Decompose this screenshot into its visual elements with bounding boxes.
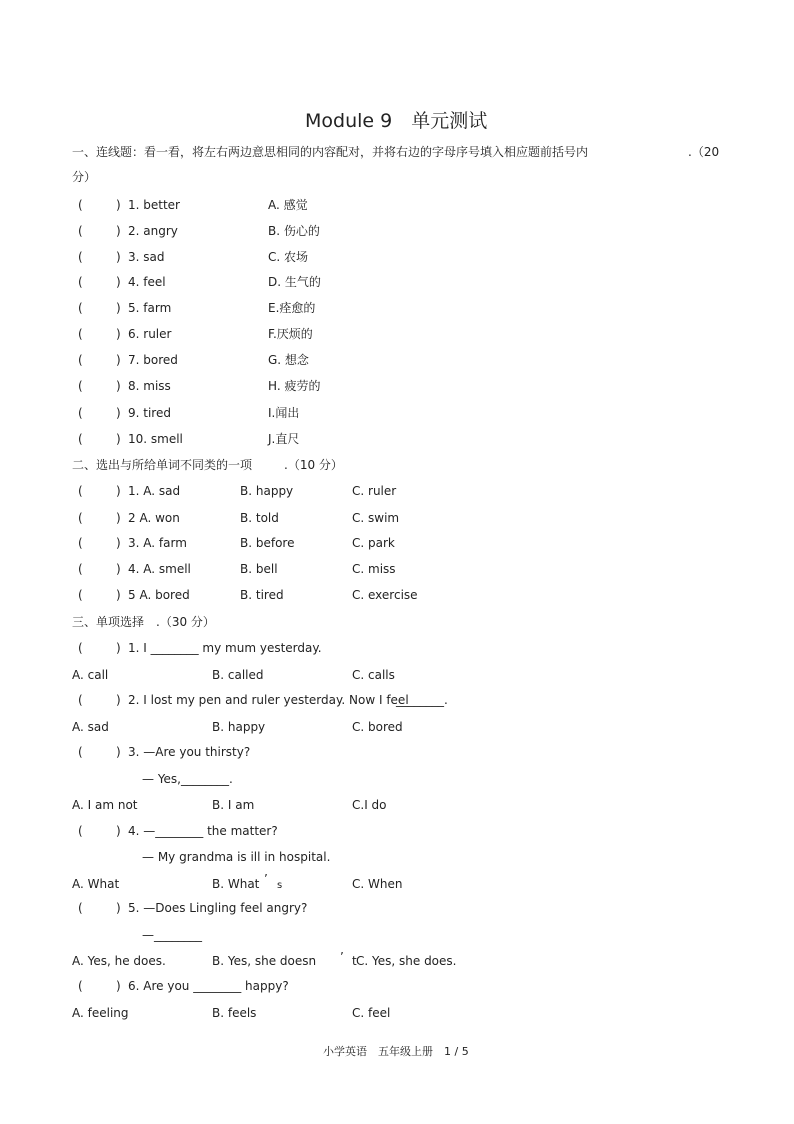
answer-open-paren: ( xyxy=(78,588,83,602)
meaning-right: A. 感觉 xyxy=(268,198,308,212)
answer-close-paren: ) xyxy=(116,379,121,393)
option-c: C. When xyxy=(352,877,403,891)
word-left: 9. tired xyxy=(128,406,171,420)
answer-close-paren: ) xyxy=(116,693,121,707)
answer-close-paren: ) xyxy=(116,224,121,238)
option-c: C. exercise xyxy=(352,588,418,602)
answer-close-paren: ) xyxy=(116,745,121,759)
option-a: A. call xyxy=(72,668,109,682)
footer-page-number: 1 / 5 xyxy=(444,1045,469,1058)
option-c: C. ruler xyxy=(352,484,397,498)
answer-open-paren: ( xyxy=(78,327,83,341)
answer-open-paren: ( xyxy=(78,301,83,315)
answer-open-paren: ( xyxy=(78,562,83,576)
answer-close-paren: ) xyxy=(116,327,121,341)
answer-open-paren: ( xyxy=(78,275,83,289)
option-c: C. miss xyxy=(352,562,396,576)
section2-points: .（10 分） xyxy=(284,458,343,472)
option-b: B. before xyxy=(240,536,295,550)
option-b: B. told xyxy=(240,511,279,525)
option-b: B. tired xyxy=(240,588,284,602)
answer-open-paren: ( xyxy=(78,250,83,264)
answer-open-paren: ( xyxy=(78,353,83,367)
meaning-right: H. 疲劳的 xyxy=(268,379,321,393)
answer-close-paren: ) xyxy=(116,901,121,915)
apostrophe-t: t xyxy=(352,954,357,968)
footer-subject: 小学英语 xyxy=(323,1045,367,1058)
section1-points-cont: 分） xyxy=(72,170,97,184)
answer-blank: ________. xyxy=(396,693,448,707)
option-a: A. I am not xyxy=(72,798,138,812)
option-a: A. sad xyxy=(72,720,109,734)
answer-open-paren: ( xyxy=(78,406,83,420)
answer-open-paren: ( xyxy=(78,901,83,915)
answer-open-paren: ( xyxy=(78,511,83,525)
answer-open-paren: ( xyxy=(78,536,83,550)
option-a: A. What xyxy=(72,877,120,891)
option-a: 1. A. sad xyxy=(128,484,181,498)
question-stem: 2. I lost my pen and ruler yesterday. Now I feel xyxy=(128,693,409,707)
answer-close-paren: ) xyxy=(116,511,121,525)
answer-open-paren: ( xyxy=(78,979,83,993)
option-c: C. bored xyxy=(352,720,403,734)
word-left: 4. feel xyxy=(128,275,166,289)
section3-points: .（30 分） xyxy=(156,615,215,629)
word-left: 1. better xyxy=(128,198,180,212)
question-stem: 3. —Are you thirsty? xyxy=(128,745,251,759)
answer-open-paren: ( xyxy=(78,641,83,655)
dialogue-line: — Yes,________. xyxy=(142,772,233,786)
answer-close-paren: ) xyxy=(116,979,121,993)
meaning-right: C. 农场 xyxy=(268,250,309,264)
section1-points: .（20 xyxy=(688,145,720,159)
answer-open-paren: ( xyxy=(78,432,83,446)
meaning-right: D. 生气的 xyxy=(268,275,321,289)
word-left: 7. bored xyxy=(128,353,178,367)
word-left: 8. miss xyxy=(128,379,171,393)
answer-close-paren: ) xyxy=(116,198,121,212)
meaning-right: F.厌烦的 xyxy=(268,327,313,341)
option-b: B. What xyxy=(212,877,260,891)
option-a: 3. A. farm xyxy=(128,536,187,550)
option-c: C. park xyxy=(352,536,395,550)
answer-close-paren: ) xyxy=(116,824,121,838)
word-left: 5. farm xyxy=(128,301,172,315)
answer-open-paren: ( xyxy=(78,824,83,838)
answer-close-paren: ) xyxy=(116,432,121,446)
answer-close-paren: ) xyxy=(116,353,121,367)
answer-close-paren: ) xyxy=(116,562,121,576)
option-c: C. Yes, she does. xyxy=(356,954,457,968)
word-left: 3. sad xyxy=(128,250,165,264)
option-c: C. feel xyxy=(352,1006,391,1020)
word-left: 6. ruler xyxy=(128,327,172,341)
word-left: 10. smell xyxy=(128,432,183,446)
answer-open-paren: ( xyxy=(78,224,83,238)
answer-open-paren: ( xyxy=(78,693,83,707)
word-left: 2. angry xyxy=(128,224,178,238)
option-b: B. called xyxy=(212,668,264,682)
meaning-right: I.闻出 xyxy=(268,406,300,420)
dialogue-line: — My grandma is ill in hospital. xyxy=(142,850,331,864)
option-a: 4. A. smell xyxy=(128,562,191,576)
section1-heading: 一、连线题：看一看，将左右两边意思相同的内容配对，并将右边的字母序号填入相应题前括号内 xyxy=(72,145,589,159)
option-b: B. happy xyxy=(240,484,294,498)
option-b: B. feels xyxy=(212,1006,257,1020)
option-b: B. Yes, she doesn xyxy=(212,954,317,968)
meaning-right: G. 想念 xyxy=(268,353,309,367)
section3-heading: 三、单项选择 xyxy=(72,615,145,629)
question-stem: 1. I ________ my mum yesterday. xyxy=(128,641,322,655)
answer-open-paren: ( xyxy=(78,379,83,393)
apostrophe-s: s xyxy=(277,880,283,891)
answer-close-paren: ) xyxy=(116,641,121,655)
answer-open-paren: ( xyxy=(78,745,83,759)
option-a: A. Yes, he does. xyxy=(72,954,166,968)
footer-grade: 五年级上册 xyxy=(378,1045,433,1058)
answer-close-paren: ) xyxy=(116,484,121,498)
answer-close-paren: ) xyxy=(116,250,121,264)
option-b: B. I am xyxy=(212,798,255,812)
dialogue-line: —________ xyxy=(142,928,202,942)
section2-heading: 二、选出与所给单词不同类的一项 xyxy=(72,458,253,472)
answer-close-paren: ) xyxy=(116,536,121,550)
option-c: C.I do xyxy=(352,798,387,812)
page-title: Module 9 单元测试 xyxy=(305,110,488,132)
option-a: A. feeling xyxy=(72,1006,129,1020)
option-b: B. happy xyxy=(212,720,266,734)
option-b: B. bell xyxy=(240,562,278,576)
answer-open-paren: ( xyxy=(78,198,83,212)
answer-open-paren: ( xyxy=(78,484,83,498)
answer-close-paren: ) xyxy=(116,275,121,289)
option-a: 5 A. bored xyxy=(128,588,190,602)
question-stem: 4. —________ the matter? xyxy=(128,824,278,838)
apostrophe-mark: ’ xyxy=(264,872,268,886)
meaning-right: B. 伤心的 xyxy=(268,224,320,238)
meaning-right: J.直尺 xyxy=(268,432,300,446)
answer-close-paren: ) xyxy=(116,301,121,315)
option-a: 2 A. won xyxy=(128,511,180,525)
option-c: C. swim xyxy=(352,511,400,525)
question-stem: 5. —Does Lingling feel angry? xyxy=(128,901,308,915)
meaning-right: E.痊愈的 xyxy=(268,301,316,315)
option-c: C. calls xyxy=(352,668,395,682)
answer-close-paren: ) xyxy=(116,406,121,420)
apostrophe-mark: ’ xyxy=(340,950,344,964)
question-stem: 6. Are you ________ happy? xyxy=(128,979,289,993)
answer-close-paren: ) xyxy=(116,588,121,602)
